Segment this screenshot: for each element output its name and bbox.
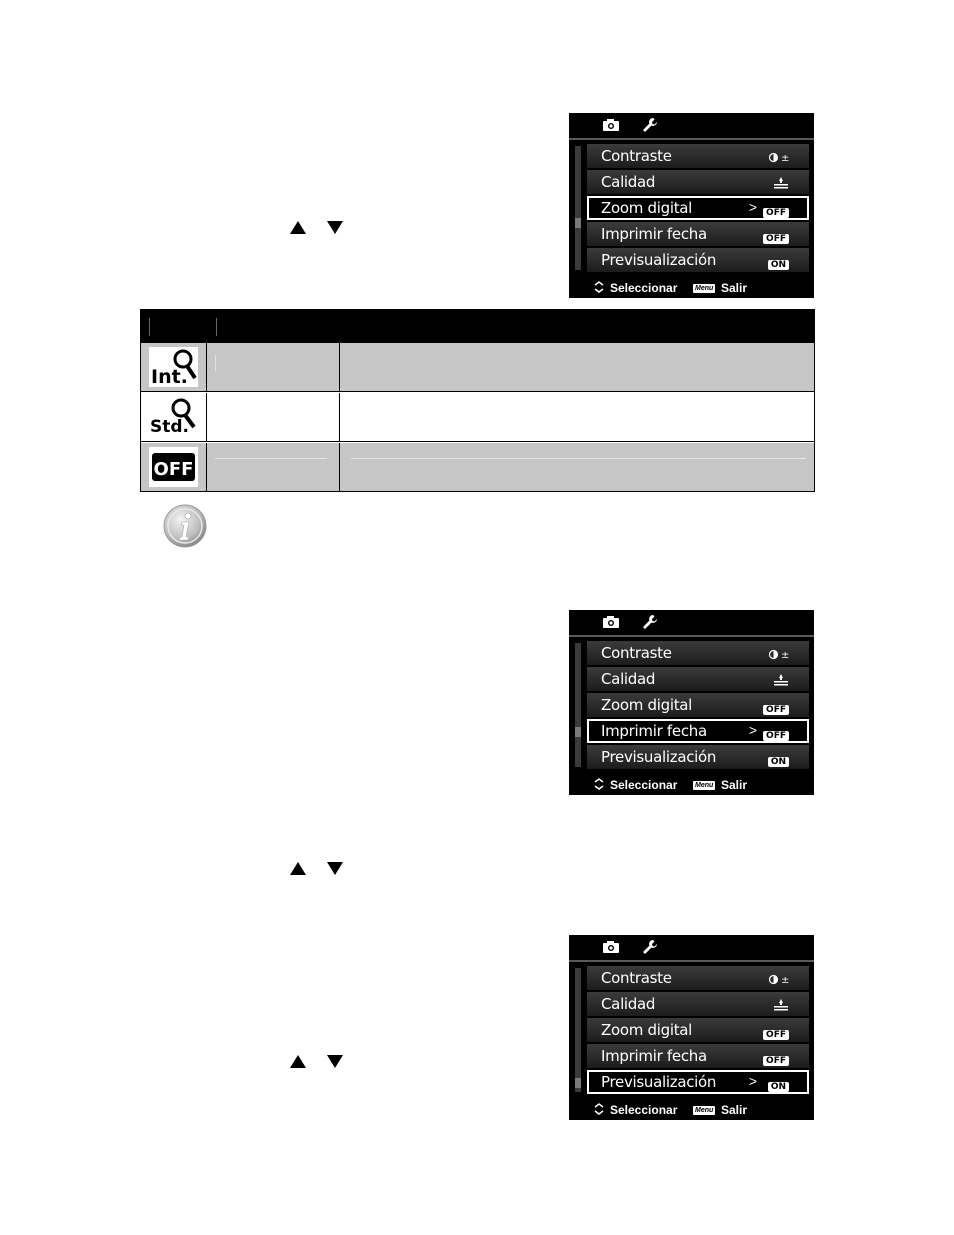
- menu-item-contraste[interactable]: [587, 144, 809, 168]
- svg-text:±: ±: [781, 975, 789, 985]
- up-arrow-icon: [290, 221, 306, 234]
- menu-key-icon: Menu: [695, 782, 714, 789]
- submenu-arrow: >: [748, 1073, 757, 1089]
- menu-footer: [569, 1101, 814, 1120]
- menu-item-imprimir-fecha[interactable]: [587, 222, 809, 246]
- up-down-arrows: [290, 220, 346, 236]
- wrench-icon[interactable]: [642, 939, 658, 960]
- up-arrow-icon: [290, 1055, 306, 1068]
- menu-key-icon: Menu: [695, 285, 714, 292]
- value-badge: [768, 751, 789, 769]
- menu-tab-bar: [569, 610, 814, 637]
- scrollbar[interactable]: [575, 146, 581, 270]
- off-badge: OFF: [763, 234, 789, 244]
- menu-item-imprimir-fecha[interactable]: [587, 1044, 809, 1068]
- value-badge: [763, 202, 789, 220]
- menu-item-label: Calidad: [601, 670, 656, 688]
- menu-item-previsualizacion[interactable]: [587, 1070, 809, 1094]
- menu-item-contraste[interactable]: [587, 641, 809, 665]
- standard-zoom-icon: [149, 397, 198, 437]
- quality-icon: [773, 673, 789, 691]
- menu-item-calidad[interactable]: [587, 170, 809, 194]
- up-arrow-icon: [290, 862, 306, 875]
- menu-item-label: Imprimir fecha: [601, 225, 707, 243]
- wrench-icon[interactable]: [642, 117, 658, 138]
- svg-text:±: ±: [781, 650, 789, 660]
- camera-icon[interactable]: [602, 615, 620, 634]
- menu-item-previsualizacion[interactable]: [587, 248, 809, 272]
- scrollbar[interactable]: [575, 968, 581, 1092]
- menu-item-label: Calidad: [601, 995, 656, 1013]
- menu-footer: [569, 279, 814, 298]
- on-badge: ON: [768, 260, 789, 270]
- scrollbar-thumb[interactable]: [575, 1078, 581, 1088]
- off-badge: OFF: [763, 731, 789, 741]
- menu-item-label: Zoom digital: [601, 1021, 693, 1039]
- off-icon: [149, 447, 198, 487]
- menu-footer: [569, 776, 814, 795]
- menu-tab-bar: [569, 935, 814, 962]
- table-row: [141, 343, 814, 392]
- scrollbar[interactable]: [575, 643, 581, 767]
- menu-item-calidad[interactable]: [587, 667, 809, 691]
- table-header: [141, 310, 814, 343]
- menu-item-label: Zoom digital: [601, 696, 693, 714]
- on-badge: ON: [768, 757, 789, 767]
- quality-icon: [773, 998, 789, 1016]
- select-hint: [593, 281, 677, 295]
- menu-item-contraste[interactable]: [587, 966, 809, 990]
- up-down-arrows: [290, 1054, 346, 1070]
- value-badge: [763, 699, 789, 717]
- contrast-icon: [769, 150, 789, 168]
- off-badge: OFF: [763, 1056, 789, 1066]
- on-badge: ON: [768, 1082, 789, 1092]
- submenu-arrow: >: [748, 722, 757, 738]
- menu-item-label: Imprimir fecha: [601, 722, 707, 740]
- zoom-options-table: [140, 309, 815, 492]
- value-badge: [763, 725, 789, 743]
- select-label: Seleccionar: [610, 778, 678, 792]
- off-badge: OFF: [763, 1030, 789, 1040]
- icon-text: Int.: [151, 366, 188, 387]
- select-label: Seleccionar: [610, 1103, 678, 1117]
- camera-menu-screen-preview: [569, 935, 814, 1120]
- menu-item-zoom-digital[interactable]: [587, 1018, 809, 1042]
- select-label: Seleccionar: [610, 281, 678, 295]
- menu-item-label: Zoom digital: [601, 199, 693, 217]
- submenu-arrow: >: [748, 199, 757, 215]
- exit-label: Salir: [721, 281, 748, 295]
- menu-item-label: Contraste: [601, 147, 672, 165]
- svg-text:±: ±: [781, 153, 789, 163]
- off-badge: OFF: [763, 705, 789, 715]
- icon-text: Std.: [150, 417, 189, 437]
- down-arrow-icon: [327, 862, 343, 875]
- value-badge: [763, 1050, 789, 1068]
- menu-item-label: Contraste: [601, 644, 672, 662]
- menu-item-label: Previsualización: [601, 748, 717, 766]
- value-badge: [763, 228, 789, 246]
- navigate-icon: [593, 778, 605, 790]
- header-divider: [216, 318, 217, 336]
- info-icon: [162, 503, 208, 554]
- menu-key-icon: Menu: [695, 1107, 714, 1114]
- camera-menu-screen-zoom: [569, 113, 814, 298]
- quality-icon: [773, 176, 789, 194]
- down-arrow-icon: [327, 221, 343, 234]
- value-badge: [768, 1076, 789, 1094]
- up-down-arrows: [290, 861, 346, 877]
- menu-item-zoom-digital[interactable]: [587, 693, 809, 717]
- select-hint: [593, 1103, 677, 1117]
- menu-item-label: Previsualización: [601, 251, 717, 269]
- scrollbar-thumb[interactable]: [575, 218, 581, 228]
- menu-item-previsualizacion[interactable]: [587, 745, 809, 769]
- header-divider: [149, 318, 150, 336]
- menu-item-label: Imprimir fecha: [601, 1047, 707, 1065]
- intelligent-zoom-icon: [149, 347, 198, 387]
- wrench-icon[interactable]: [642, 614, 658, 635]
- navigate-icon: [593, 281, 605, 293]
- exit-label: Salir: [721, 1103, 748, 1117]
- menu-item-imprimir-fecha[interactable]: [587, 719, 809, 743]
- value-badge: [763, 1024, 789, 1042]
- contrast-icon: [769, 972, 789, 990]
- camera-menu-screen-date-stamp: [569, 610, 814, 795]
- navigate-icon: [593, 1103, 605, 1115]
- scrollbar-thumb[interactable]: [575, 727, 581, 737]
- icon-text: OFF: [153, 459, 194, 480]
- camera-icon[interactable]: [602, 940, 620, 959]
- menu-item-label: Previsualización: [601, 1073, 717, 1091]
- down-arrow-icon: [327, 1055, 343, 1068]
- menu-item-zoom-digital[interactable]: [587, 196, 809, 220]
- camera-icon[interactable]: [602, 118, 620, 137]
- table-row: [141, 393, 814, 442]
- exit-label: Salir: [721, 778, 748, 792]
- menu-item-label: Calidad: [601, 173, 656, 191]
- menu-item-label: Contraste: [601, 969, 672, 987]
- menu-tab-bar: [569, 113, 814, 140]
- select-hint: [593, 778, 677, 792]
- contrast-icon: [769, 647, 789, 665]
- table-row: [141, 443, 814, 491]
- off-badge: OFF: [763, 208, 789, 218]
- menu-item-calidad[interactable]: [587, 992, 809, 1016]
- value-badge: [768, 254, 789, 272]
